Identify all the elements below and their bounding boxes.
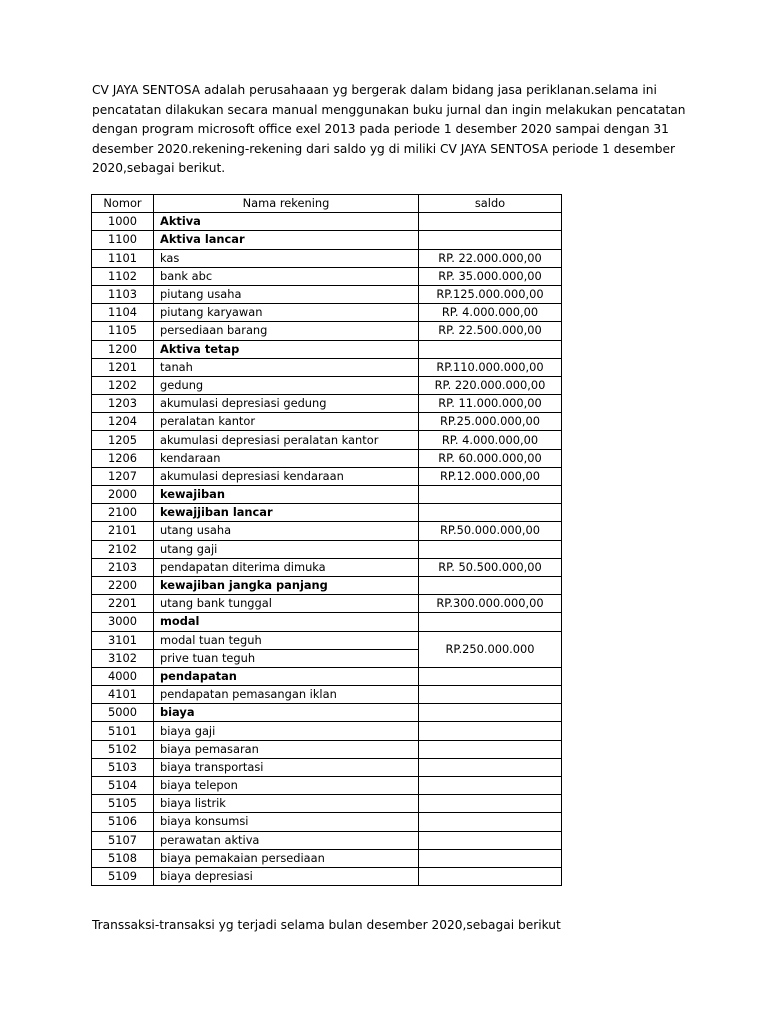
header-saldo: saldo — [419, 195, 562, 213]
account-number: 3000 — [92, 613, 154, 631]
table-row — [92, 522, 562, 540]
account-name: biaya telepon — [154, 777, 419, 795]
table-row — [92, 740, 562, 758]
account-name: biaya konsumsi — [154, 813, 419, 831]
account-balance — [419, 813, 562, 831]
table-row — [92, 431, 562, 449]
account-number: 1204 — [92, 413, 154, 431]
account-name: persediaan barang — [154, 322, 419, 340]
account-name: utang usaha — [154, 522, 419, 540]
account-balance — [419, 667, 562, 685]
account-number: 2100 — [92, 504, 154, 522]
account-name: modal — [154, 613, 419, 631]
account-number: 1100 — [92, 231, 154, 249]
account-name: pendapatan pemasangan iklan — [154, 686, 419, 704]
table-row — [92, 358, 562, 376]
account-balance — [419, 576, 562, 594]
account-name: kewajjiban lancar — [154, 504, 419, 522]
account-number: 1205 — [92, 431, 154, 449]
account-number: 4101 — [92, 686, 154, 704]
table-header-row — [92, 195, 562, 213]
account-balance: RP. 60.000.000,00 — [419, 449, 562, 467]
account-balance — [419, 213, 562, 231]
account-number: 5106 — [92, 813, 154, 831]
account-number: 1000 — [92, 213, 154, 231]
table-row — [92, 504, 562, 522]
account-balance: RP.50.000.000,00 — [419, 522, 562, 540]
account-balance: RP. 22.000.000,00 — [419, 249, 562, 267]
account-name: akumulasi depresiasi peralatan kantor — [154, 431, 419, 449]
account-name: biaya pemakaian persediaan — [154, 849, 419, 867]
account-balance — [419, 777, 562, 795]
account-name: biaya transportasi — [154, 758, 419, 776]
intro-paragraph — [92, 81, 686, 179]
account-number: 3101 — [92, 631, 154, 649]
account-name: kewajiban jangka panjang — [154, 576, 419, 594]
account-number: 3102 — [92, 649, 154, 667]
account-name: piutang karyawan — [154, 304, 419, 322]
account-balance — [419, 540, 562, 558]
account-number: 1102 — [92, 267, 154, 285]
account-number: 1201 — [92, 358, 154, 376]
intro-line: 2020,sebagai berikut. — [92, 161, 226, 176]
table-row — [92, 686, 562, 704]
account-number: 2200 — [92, 576, 154, 594]
account-name: biaya depresiasi — [154, 867, 419, 885]
account-number: 1202 — [92, 376, 154, 394]
intro-line: pencatatan dilakukan secara manual menggunakan buku jurnal dan ingin melakukan pencatatan — [92, 102, 686, 117]
account-number: 5108 — [92, 849, 154, 867]
account-name: modal tuan teguh — [154, 631, 419, 649]
account-balance: RP. 11.000.000,00 — [419, 395, 562, 413]
account-number: 2000 — [92, 486, 154, 504]
account-name: gedung — [154, 376, 419, 394]
account-name: akumulasi depresiasi kendaraan — [154, 467, 419, 485]
account-name: tanah — [154, 358, 419, 376]
account-name: Aktiva lancar — [154, 231, 419, 249]
account-number: 2201 — [92, 595, 154, 613]
table-row — [92, 486, 562, 504]
account-balance — [419, 231, 562, 249]
account-balance: RP.12.000.000,00 — [419, 467, 562, 485]
table-row — [92, 322, 562, 340]
table-row — [92, 304, 562, 322]
table-row — [92, 722, 562, 740]
account-name: bank abc — [154, 267, 419, 285]
account-balance — [419, 758, 562, 776]
table-row — [92, 667, 562, 685]
table-row — [92, 249, 562, 267]
table-row — [92, 395, 562, 413]
account-balance: RP.125.000.000,00 — [419, 285, 562, 303]
account-number: 1207 — [92, 467, 154, 485]
account-name: piutang usaha — [154, 285, 419, 303]
account-name: kendaraan — [154, 449, 419, 467]
table-row — [92, 795, 562, 813]
account-balance: RP. 50.500.000,00 — [419, 558, 562, 576]
account-name: pendapatan — [154, 667, 419, 685]
table-row — [92, 704, 562, 722]
account-balance — [419, 722, 562, 740]
account-number: 5102 — [92, 740, 154, 758]
account-number: 2102 — [92, 540, 154, 558]
header-nomor: Nomor — [92, 195, 154, 213]
table-row — [92, 758, 562, 776]
account-number: 5109 — [92, 867, 154, 885]
account-number: 2101 — [92, 522, 154, 540]
account-balance: RP.300.000.000,00 — [419, 595, 562, 613]
account-number: 1104 — [92, 304, 154, 322]
account-balance — [419, 486, 562, 504]
account-name: utang gaji — [154, 540, 419, 558]
account-number: 5000 — [92, 704, 154, 722]
account-name: biaya — [154, 704, 419, 722]
account-name: biaya pemasaran — [154, 740, 419, 758]
account-balance — [419, 704, 562, 722]
account-number: 1103 — [92, 285, 154, 303]
table-row — [92, 831, 562, 849]
accounts-table-body — [92, 213, 562, 886]
table-row — [92, 340, 562, 358]
table-row — [92, 777, 562, 795]
account-name: pendapatan diterima dimuka — [154, 558, 419, 576]
account-balance — [419, 831, 562, 849]
table-row — [92, 213, 562, 231]
account-number: 2103 — [92, 558, 154, 576]
account-balance: RP.250.000.000 — [419, 631, 562, 667]
account-balance: RP.110.000.000,00 — [419, 358, 562, 376]
account-name: Aktiva — [154, 213, 419, 231]
intro-line: dengan program microsoft office exel 2013 pada periode 1 desember 2020 sampai dengan 31 — [92, 122, 669, 137]
account-balance: RP. 35.000.000,00 — [419, 267, 562, 285]
table-row — [92, 267, 562, 285]
table-row — [92, 813, 562, 831]
account-name: kewajiban — [154, 486, 419, 504]
account-balance — [419, 504, 562, 522]
account-number: 5107 — [92, 831, 154, 849]
account-balance — [419, 613, 562, 631]
account-balance — [419, 740, 562, 758]
account-name: kas — [154, 249, 419, 267]
account-balance: RP.25.000.000,00 — [419, 413, 562, 431]
account-balance: RP. 220.000.000,00 — [419, 376, 562, 394]
account-number: 5104 — [92, 777, 154, 795]
table-row — [92, 231, 562, 249]
account-name: biaya gaji — [154, 722, 419, 740]
account-number: 5105 — [92, 795, 154, 813]
table-row — [92, 376, 562, 394]
intro-line: desember 2020.rekening-rekening dari saldo yg di miliki CV JAYA SENTOSA periode 1 desember — [92, 141, 676, 156]
table-row — [92, 595, 562, 613]
account-name: Aktiva tetap — [154, 340, 419, 358]
account-balance: RP. 4.000.000,00 — [419, 304, 562, 322]
account-number: 5101 — [92, 722, 154, 740]
table-row — [92, 285, 562, 303]
account-number: 1200 — [92, 340, 154, 358]
account-name: biaya listrik — [154, 795, 419, 813]
table-row — [92, 540, 562, 558]
header-nama-rekening: Nama rekening — [154, 195, 419, 213]
table-row — [92, 467, 562, 485]
table-row — [92, 449, 562, 467]
account-number: 1206 — [92, 449, 154, 467]
account-number: 1101 — [92, 249, 154, 267]
account-balance — [419, 340, 562, 358]
account-number: 5103 — [92, 758, 154, 776]
account-balance — [419, 849, 562, 867]
table-row — [92, 413, 562, 431]
table-row — [92, 613, 562, 631]
account-name: prive tuan teguh — [154, 649, 419, 667]
table-row — [92, 849, 562, 867]
footer-text: Transsaksi-transaksi yg terjadi selama bulan desember 2020,sebagai berikut — [92, 918, 561, 932]
account-balance: RP. 4.000.000,00 — [419, 431, 562, 449]
account-name: perawatan aktiva — [154, 831, 419, 849]
account-balance: RP. 22.500.000,00 — [419, 322, 562, 340]
account-name: peralatan kantor — [154, 413, 419, 431]
accounts-table — [91, 194, 562, 886]
table-row — [92, 867, 562, 885]
account-balance — [419, 867, 562, 885]
account-balance — [419, 686, 562, 704]
account-balance — [419, 795, 562, 813]
account-name: utang bank tunggal — [154, 595, 419, 613]
account-number: 1105 — [92, 322, 154, 340]
table-row — [92, 631, 562, 649]
account-number: 1203 — [92, 395, 154, 413]
table-row — [92, 576, 562, 594]
intro-line: CV JAYA SENTOSA adalah perusahaaan yg bergerak dalam bidang jasa periklanan.selama ini — [92, 83, 657, 97]
account-name: akumulasi depresiasi gedung — [154, 395, 419, 413]
account-number: 4000 — [92, 667, 154, 685]
table-row — [92, 558, 562, 576]
